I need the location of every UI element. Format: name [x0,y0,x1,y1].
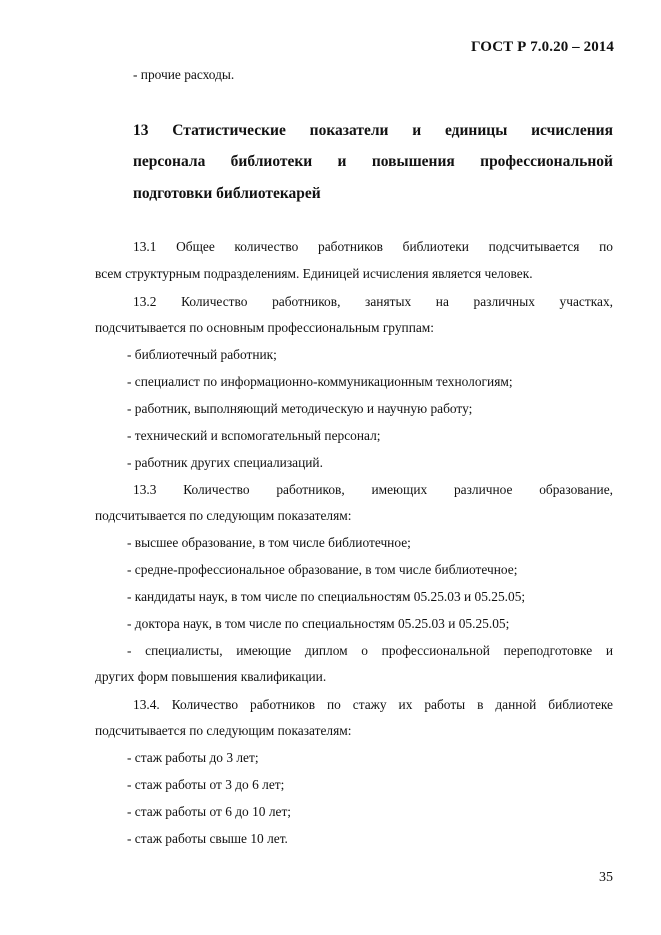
section-title-line-2: персонала библиотеки и повышения профессиональной [133,153,613,170]
paragraph-13-1-line-2: всем структурным подразделениям. Единицей исчисления является человек. [95,266,533,281]
list-item: - стаж работы от 3 до 6 лет; [127,777,285,792]
list-item: - кандидаты наук, в том числе по специальностям 05.25.03 и 05.25.05; [127,589,526,604]
list-item: - специалист по информационно-коммуникационным технологиям; [127,374,513,389]
section-title-line-1: 13 Статистические показатели и единицы исчисления [133,122,613,139]
list-item: - средне-профессиональное образование, в том числе библиотечное; [127,562,518,577]
list-item: - стаж работы свыше 10 лет. [127,831,288,846]
list-item: - стаж работы до 3 лет; [127,750,259,765]
list-item-line-2: других форм повышения квалификации. [95,669,327,684]
page-number: 35 [599,870,613,885]
paragraph-13-4-line-2: подсчитывается по следующим показателям: [95,723,352,738]
section-title-line-3: подготовки библиотекарей [133,185,321,202]
document-code-header: ГОСТ Р 7.0.20 – 2014 [470,39,614,55]
list-item: - доктора наук, в том числе по специальностям 05.25.03 и 05.25.05; [127,616,510,631]
list-item: - библиотечный работник; [127,347,277,362]
paragraph-13-2-line-1: 13.2 Количество работников, занятых на различных участках, [133,294,613,309]
list-item-other-expenses: - прочие расходы. [133,67,235,82]
paragraph-13-2-line-2: подсчитывается по основным профессиональным группам: [95,320,434,335]
list-item: - стаж работы от 6 до 10 лет; [127,804,292,819]
paragraph-13-3-line-1: 13.3 Количество работников, имеющих различное образование, [133,482,613,497]
list-item: - работник, выполняющий методическую и научную работу; [127,401,473,416]
list-item-line-1: - специалисты, имеющие диплом о профессиональной переподготовке и [127,643,613,658]
paragraph-13-1-line-1: 13.1 Общее количество работников библиотеки подсчитывается по [133,239,613,254]
list-item: - высшее образование, в том числе библиотечное; [127,535,411,550]
list-item: - технический и вспомогательный персонал; [127,428,381,443]
paragraph-13-4-line-1: 13.4. Количество работников по стажу их работы в данной библиотеке [133,697,613,712]
list-item: - работник других специализаций. [127,455,323,470]
paragraph-13-3-line-2: подсчитывается по следующим показателям: [95,508,352,523]
